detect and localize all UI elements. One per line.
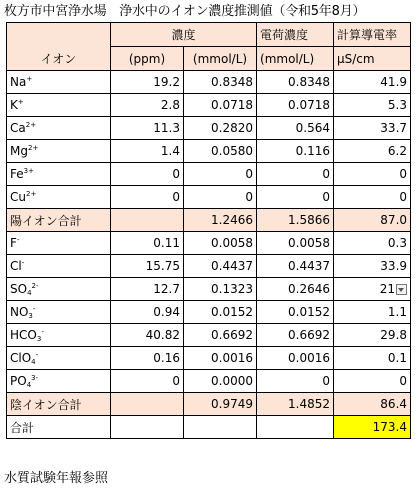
ion-symbol: K	[10, 98, 18, 112]
ion-symbol: HCO	[10, 328, 37, 342]
ion-subscript: 4	[31, 358, 36, 366]
ion-symbol: Cl	[10, 259, 22, 273]
ppm-cell[interactable]: 0	[111, 186, 184, 209]
ppm-cell[interactable]: 40.82	[111, 324, 184, 347]
grand-total-conductivity-cell[interactable]: 173.4	[334, 416, 411, 439]
total-conductivity-cell[interactable]: 87.0	[334, 209, 411, 232]
conductivity-value: 21	[379, 282, 396, 296]
total-mmol-cell[interactable]: 1.2466	[184, 209, 257, 232]
ion-symbol: Ca	[10, 121, 26, 135]
sheet-title: 枚方市中宮浄水場 浄水中のイオン濃度推測値（令和5年8月）	[4, 4, 366, 19]
cation-total-row	[7, 209, 411, 232]
ion-name-cell[interactable]	[7, 186, 111, 209]
charge-cell[interactable]: 0.116	[257, 140, 334, 163]
ion-charge-superscript: +	[26, 75, 33, 83]
mmol-cell[interactable]: 0.0152	[184, 301, 257, 324]
ion-symbol: SO	[10, 282, 28, 296]
charge-cell[interactable]: 0.564	[257, 117, 334, 140]
conductivity-cell[interactable]	[334, 301, 411, 324]
conductivity-value: 33.9	[380, 259, 408, 273]
conductivity-cell[interactable]	[334, 71, 411, 94]
charge-concentration-header[interactable]: 電荷濃度	[257, 23, 334, 47]
header-row-1	[7, 23, 411, 47]
charge-cell[interactable]: 0.0016	[257, 347, 334, 370]
table-row	[7, 232, 411, 255]
unit-mmol-header[interactable]: (mmol/L)	[184, 47, 257, 71]
ion-column-header[interactable]: イオン	[7, 23, 111, 71]
conductivity-value: 6.2	[387, 144, 408, 158]
ion-name-cell[interactable]	[7, 163, 111, 186]
ion-symbol: ClO	[10, 351, 32, 365]
charge-cell[interactable]: 0.2646	[257, 278, 334, 301]
conductivity-cell[interactable]	[334, 255, 411, 278]
ppm-cell[interactable]: 0	[111, 163, 184, 186]
empty-cell[interactable]	[184, 416, 257, 439]
ion-charge-superscript: 3+	[23, 167, 34, 175]
table-row	[7, 324, 411, 347]
conductivity-cell[interactable]	[334, 94, 411, 117]
ion-symbol: PO	[10, 374, 27, 388]
ppm-cell[interactable]: 19.2	[111, 71, 184, 94]
mmol-cell[interactable]: 0.0058	[184, 232, 257, 255]
ion-charge-superscript: -	[21, 259, 25, 267]
ion-name-cell[interactable]	[7, 278, 111, 301]
footer-note: 水質試験年報参照	[4, 471, 109, 486]
unit-charge-mmol-header[interactable]: (mmol/L)	[257, 47, 334, 71]
conductivity-cell[interactable]	[334, 186, 411, 209]
conductivity-cell[interactable]	[334, 278, 411, 301]
mmol-cell[interactable]: 0.0016	[184, 347, 257, 370]
anion-total-row	[7, 393, 411, 416]
unit-ppm-header[interactable]: (ppm)	[111, 47, 184, 71]
ppm-cell[interactable]: 0.94	[111, 301, 184, 324]
conductivity-cell[interactable]	[334, 117, 411, 140]
calc-conductivity-header[interactable]: 計算導電率	[334, 23, 411, 47]
conductivity-cell[interactable]	[334, 163, 411, 186]
grand-total-label-cell[interactable]: 合計	[7, 416, 111, 439]
conductivity-value: 0	[399, 374, 408, 388]
conductivity-value: 0	[399, 167, 408, 181]
mmol-cell[interactable]: 0	[184, 186, 257, 209]
charge-cell[interactable]: 0	[257, 163, 334, 186]
ion-symbol: F	[10, 236, 17, 250]
ion-name-cell[interactable]	[7, 71, 111, 94]
ion-charge-superscript: 2+	[27, 144, 39, 152]
mmol-cell[interactable]: 0.0580	[184, 140, 257, 163]
ion-symbol: Na	[10, 75, 27, 89]
ion-symbol: Fe	[10, 167, 24, 181]
mmol-cell[interactable]: 0.6692	[184, 324, 257, 347]
ion-name-cell[interactable]	[7, 301, 111, 324]
ion-name-cell[interactable]	[7, 324, 111, 347]
table-row	[7, 71, 411, 94]
dropdown-arrow-icon[interactable]	[396, 284, 407, 295]
ppm-cell[interactable]: 1.4	[111, 140, 184, 163]
ion-subscript: 4	[27, 289, 32, 297]
ion-name-cell[interactable]	[7, 347, 111, 370]
conductivity-cell[interactable]	[334, 347, 411, 370]
conductivity-value: 41.9	[380, 75, 408, 89]
charge-cell[interactable]: 0.0152	[257, 301, 334, 324]
ion-name-cell[interactable]	[7, 117, 111, 140]
ion-name-cell[interactable]	[7, 232, 111, 255]
ion-charge-superscript: -	[32, 305, 36, 313]
conductivity-value: 29.8	[380, 328, 408, 342]
ppm-cell[interactable]: 12.7	[111, 278, 184, 301]
conductivity-cell[interactable]	[334, 370, 411, 393]
total-label-cell[interactable]: 陽イオン合計	[7, 209, 111, 232]
ppm-cell[interactable]: 15.75	[111, 255, 184, 278]
table-row	[7, 117, 411, 140]
ion-charge-superscript: 2-	[31, 282, 39, 290]
mmol-cell[interactable]: 0.0718	[184, 94, 257, 117]
ion-table	[6, 22, 411, 439]
mmol-cell[interactable]: 0.0000	[184, 370, 257, 393]
charge-cell[interactable]: 0.4437	[257, 255, 334, 278]
mmol-cell[interactable]: 0.8348	[184, 71, 257, 94]
ion-charge-superscript: -	[41, 328, 44, 336]
table-row	[7, 347, 411, 370]
ion-charge-superscript: 2+	[25, 190, 37, 198]
ion-name-cell[interactable]	[7, 255, 111, 278]
table-row	[7, 186, 411, 209]
mmol-cell[interactable]: 0.2820	[184, 117, 257, 140]
ion-charge-superscript: -	[16, 236, 20, 244]
total-mmol-cell[interactable]: 0.9749	[184, 393, 257, 416]
table-row	[7, 278, 411, 301]
empty-cell[interactable]	[111, 416, 184, 439]
ion-charge-superscript: -	[35, 351, 39, 359]
ppm-cell[interactable]: 0	[111, 370, 184, 393]
charge-cell[interactable]: 0	[257, 370, 334, 393]
ion-subscript: 3	[36, 335, 42, 343]
ion-name-cell[interactable]	[7, 140, 111, 163]
table-row	[7, 370, 411, 393]
conductivity-value: 5.3	[387, 98, 408, 112]
ion-symbol: Cu	[10, 190, 26, 204]
unit-uscm-header[interactable]: μS/cm	[334, 47, 411, 71]
table-row	[7, 94, 411, 117]
conductivity-value: 0.1	[387, 351, 408, 365]
conductivity-value: 0.3	[387, 236, 408, 250]
table-row	[7, 163, 411, 186]
total-label-cell[interactable]: 陰イオン合計	[7, 393, 111, 416]
ppm-cell[interactable]: 0.16	[111, 347, 184, 370]
ion-name-cell[interactable]	[7, 370, 111, 393]
empty-cell[interactable]	[111, 209, 184, 232]
ion-symbol: NO	[10, 305, 29, 319]
ppm-cell[interactable]: 11.3	[111, 117, 184, 140]
ppm-cell[interactable]: 0.11	[111, 232, 184, 255]
empty-cell[interactable]	[111, 393, 184, 416]
ppm-cell[interactable]: 2.8	[111, 94, 184, 117]
charge-cell[interactable]: 0.0718	[257, 94, 334, 117]
charge-cell[interactable]: 0.0058	[257, 232, 334, 255]
total-charge-cell[interactable]: 1.4852	[257, 393, 334, 416]
conductivity-value: 33.7	[380, 121, 408, 135]
mmol-cell[interactable]: 0.4437	[184, 255, 257, 278]
total-conductivity-cell[interactable]: 86.4	[334, 393, 411, 416]
conductivity-cell[interactable]	[334, 324, 411, 347]
ion-charge-superscript: +	[17, 98, 24, 106]
charge-cell[interactable]: 0	[257, 186, 334, 209]
ion-symbol: Mg	[10, 144, 28, 158]
grand-total-row	[7, 416, 411, 439]
table-row	[7, 140, 411, 163]
ion-subscript: 3	[28, 312, 33, 320]
table-row	[7, 301, 411, 324]
conductivity-cell[interactable]	[334, 232, 411, 255]
empty-cell[interactable]	[257, 416, 334, 439]
conductivity-value: 0	[399, 190, 408, 204]
ion-charge-superscript: 3-	[31, 374, 39, 382]
ion-charge-superscript: 2+	[25, 121, 37, 129]
charge-cell[interactable]: 0.8348	[257, 71, 334, 94]
mmol-cell[interactable]: 0	[184, 163, 257, 186]
conductivity-value: 1.1	[387, 305, 408, 319]
ion-subscript: 4	[26, 381, 32, 389]
concentration-header[interactable]: 濃度	[111, 23, 257, 47]
total-charge-cell[interactable]: 1.5866	[257, 209, 334, 232]
conductivity-cell[interactable]	[334, 140, 411, 163]
charge-cell[interactable]: 0.6692	[257, 324, 334, 347]
table-row	[7, 255, 411, 278]
ion-name-cell[interactable]	[7, 94, 111, 117]
mmol-cell[interactable]: 0.1323	[184, 278, 257, 301]
